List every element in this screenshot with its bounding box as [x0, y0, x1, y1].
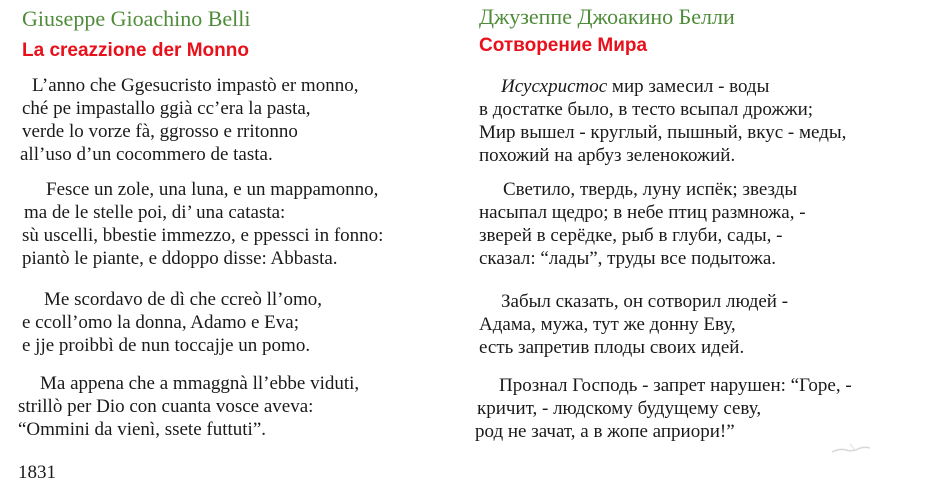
- poem-line: Адама, мужа, тут же донну Еву,: [479, 314, 736, 335]
- poem-line: Fesce un zole, una luna, e un mappamonno,: [46, 179, 379, 200]
- author-italian: Giuseppe Gioachino Belli: [22, 6, 251, 31]
- poem-line: ma de le stelle poi, di’ una catasta:: [24, 202, 286, 223]
- poem-line: Светило, твердь, луну испёк; звезды: [503, 179, 798, 200]
- russian-stanza-1: [475, 75, 846, 167]
- poem-line: all’uso d’un cocommero de tasta.: [20, 144, 273, 165]
- italian-stanza-1: [18, 74, 358, 166]
- italian-stanza-3: [18, 288, 322, 357]
- poem-line: Мир вышел - круглый, пышный, вкус - меды,: [479, 122, 847, 143]
- poem-line: Me scordavo de dì che ccreò ll’omo,: [44, 289, 323, 310]
- first-word: Исусхристос: [501, 76, 608, 97]
- title-italian: La creazzione der Monno: [22, 40, 249, 61]
- italian-stanza-4: [18, 372, 359, 441]
- poem-line-first: [475, 75, 846, 98]
- poem-line: Ma appena che a mmaggnà ll’ebbe viduti,: [40, 373, 360, 394]
- poem-line: piantò le piante, e ddoppo disse: Abbasta.: [22, 248, 338, 269]
- author-russian: Джузеппе Джоакино Белли: [479, 4, 735, 29]
- russian-stanza-2: [475, 178, 806, 270]
- poem-line: в достатке было, в тесто всыпал дрожжи;: [479, 99, 814, 120]
- poem-line: e jje proibbì de nun toccajje un pomo.: [22, 335, 311, 356]
- poem-line: L’anno che Ggesucristo impastò er monno,: [32, 75, 359, 96]
- scribble-mark-icon: [830, 440, 875, 456]
- russian-stanza-4: [475, 374, 852, 443]
- poem-line: strillò per Dio con cuanta vosce aveva:: [18, 396, 314, 417]
- poem-line: verde lo vorze fà, ggrosso e rritonno: [22, 121, 298, 142]
- poem-line: ché pe impastallo ggià cc’era la pasta,: [22, 98, 311, 119]
- poem-line: Забыл сказать, он сотворил людей -: [501, 291, 789, 312]
- poem-line: зверей в серёдке, рыб в глуби, сады, -: [479, 225, 783, 246]
- title-russian: Сотворение Мира: [479, 35, 648, 56]
- poem-line: сказал: “лады”, труды все подытожа.: [479, 248, 777, 269]
- poem-line: кричит, - людскому будущему севу,: [477, 398, 762, 419]
- year: 1831: [18, 462, 56, 483]
- poem-line: есть запретив плоды своих идей.: [479, 337, 745, 358]
- poem-line: насыпал щедро; в небе птиц размножа, -: [479, 202, 806, 223]
- poem-line: “Ommini da vienì, ssete futtuti”.: [18, 419, 267, 440]
- russian-stanza-3: [475, 290, 788, 359]
- poem-line: Прознал Господь - запрет нарушен: “Горе, -: [499, 375, 852, 396]
- poem-line-rest: мир замесил - воды: [607, 76, 770, 97]
- poem-line: похожий на арбуз зеленокожий.: [479, 145, 736, 166]
- poem-line: e ccoll’omo la donna, Adamo e Eva;: [22, 312, 299, 333]
- poem-line: род не зачат, а в жопе априори!”: [475, 421, 735, 442]
- italian-stanza-2: [18, 178, 383, 270]
- poem-line: sù uscelli, bbestie immezzo, e ppessci in fonno:: [22, 225, 384, 246]
